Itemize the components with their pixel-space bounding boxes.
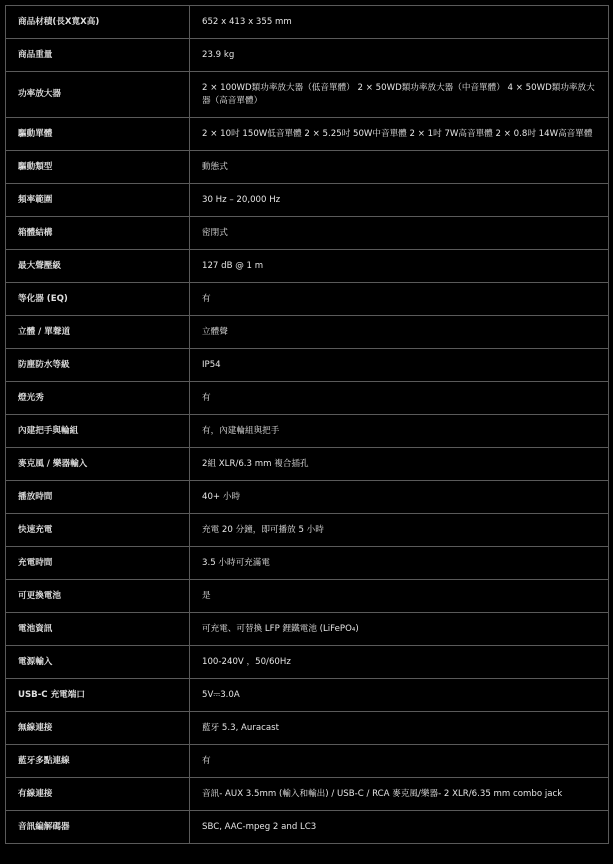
spec-value: 音訊- AUX 3.5mm (輸入和輸出) / USB-C / RCA 麥克風/樂器- 2 XLR/6.35 mm combo jack	[190, 778, 609, 811]
spec-label: 內建把手與輪組	[6, 415, 190, 448]
spec-row	[6, 514, 609, 547]
spec-row	[6, 6, 609, 39]
spec-row	[6, 349, 609, 382]
spec-value: 密閉式	[190, 217, 609, 250]
spec-value: IP54	[190, 349, 609, 382]
spec-row	[6, 811, 609, 844]
spec-label: 麥克風 / 樂器輸入	[6, 448, 190, 481]
spec-row	[6, 613, 609, 646]
spec-value: 可充電、可替換 LFP 鋰鐵電池 (LiFePO₄)	[190, 613, 609, 646]
spec-label: 最大聲壓級	[6, 250, 190, 283]
spec-label: 可更換電池	[6, 580, 190, 613]
spec-row	[6, 217, 609, 250]
spec-row	[6, 283, 609, 316]
spec-row	[6, 184, 609, 217]
spec-value: 有，內建輪組與把手	[190, 415, 609, 448]
spec-row	[6, 580, 609, 613]
spec-label: 無線連接	[6, 712, 190, 745]
spec-label: USB-C 充電端口	[6, 679, 190, 712]
spec-label: 商品材積(長X寬X高)	[6, 6, 190, 39]
spec-value: 2組 XLR/6.3 mm 複合插孔	[190, 448, 609, 481]
spec-row	[6, 72, 609, 118]
spec-label: 箱體結構	[6, 217, 190, 250]
spec-label: 驅動類型	[6, 151, 190, 184]
spec-row	[6, 448, 609, 481]
spec-row	[6, 39, 609, 72]
spec-value: 100-240V ，50/60Hz	[190, 646, 609, 679]
spec-value: 3.5 小時可充滿電	[190, 547, 609, 580]
spec-value: 2 × 10吋 150W低音單體 2 × 5.25吋 50W中音單體 2 × 1吋 7W高音單體 2 × 0.8吋 14W高音單體	[190, 118, 609, 151]
spec-label: 驅動單體	[6, 118, 190, 151]
spec-value: 2 × 100WD類功率放大器（低音單體） 2 × 50WD類功率放大器（中音單體） 4 × 50WD類功率放大器（高音單體）	[190, 72, 609, 118]
spec-value: 是	[190, 580, 609, 613]
spec-value: 40+ 小時	[190, 481, 609, 514]
spec-label: 防塵防水等級	[6, 349, 190, 382]
spec-row	[6, 481, 609, 514]
spec-value: 有	[190, 745, 609, 778]
spec-label: 等化器 (EQ)	[6, 283, 190, 316]
spec-row	[6, 151, 609, 184]
spec-row	[6, 745, 609, 778]
spec-row	[6, 778, 609, 811]
spec-value: 藍牙 5.3, Auracast	[190, 712, 609, 745]
spec-row	[6, 646, 609, 679]
spec-table	[5, 5, 609, 844]
spec-table-body	[6, 6, 609, 844]
spec-row	[6, 250, 609, 283]
spec-label: 電池資訊	[6, 613, 190, 646]
spec-value: 動態式	[190, 151, 609, 184]
spec-row	[6, 118, 609, 151]
spec-value: 30 Hz – 20,000 Hz	[190, 184, 609, 217]
spec-label: 商品重量	[6, 39, 190, 72]
spec-value: 652 x 413 x 355 mm	[190, 6, 609, 39]
spec-value: 有	[190, 283, 609, 316]
spec-label: 立體 / 單聲道	[6, 316, 190, 349]
spec-row	[6, 712, 609, 745]
spec-label: 音訊編解碼器	[6, 811, 190, 844]
spec-label: 充電時間	[6, 547, 190, 580]
spec-label: 播放時間	[6, 481, 190, 514]
spec-label: 快速充電	[6, 514, 190, 547]
spec-row	[6, 547, 609, 580]
spec-value: 立體聲	[190, 316, 609, 349]
spec-value: SBC, AAC-mpeg 2 and LC3	[190, 811, 609, 844]
spec-value: 有	[190, 382, 609, 415]
spec-label: 電源輸入	[6, 646, 190, 679]
spec-label: 功率放大器	[6, 72, 190, 118]
spec-label: 藍牙多點連線	[6, 745, 190, 778]
spec-row	[6, 679, 609, 712]
spec-label: 有線連接	[6, 778, 190, 811]
spec-label: 頻率範圍	[6, 184, 190, 217]
spec-value: 5V⎓3.0A	[190, 679, 609, 712]
spec-label: 燈光秀	[6, 382, 190, 415]
spec-value: 23.9 kg	[190, 39, 609, 72]
spec-row	[6, 382, 609, 415]
spec-value: 充電 20 分鐘，即可播放 5 小時	[190, 514, 609, 547]
spec-row	[6, 316, 609, 349]
spec-value: 127 dB @ 1 m	[190, 250, 609, 283]
spec-row	[6, 415, 609, 448]
